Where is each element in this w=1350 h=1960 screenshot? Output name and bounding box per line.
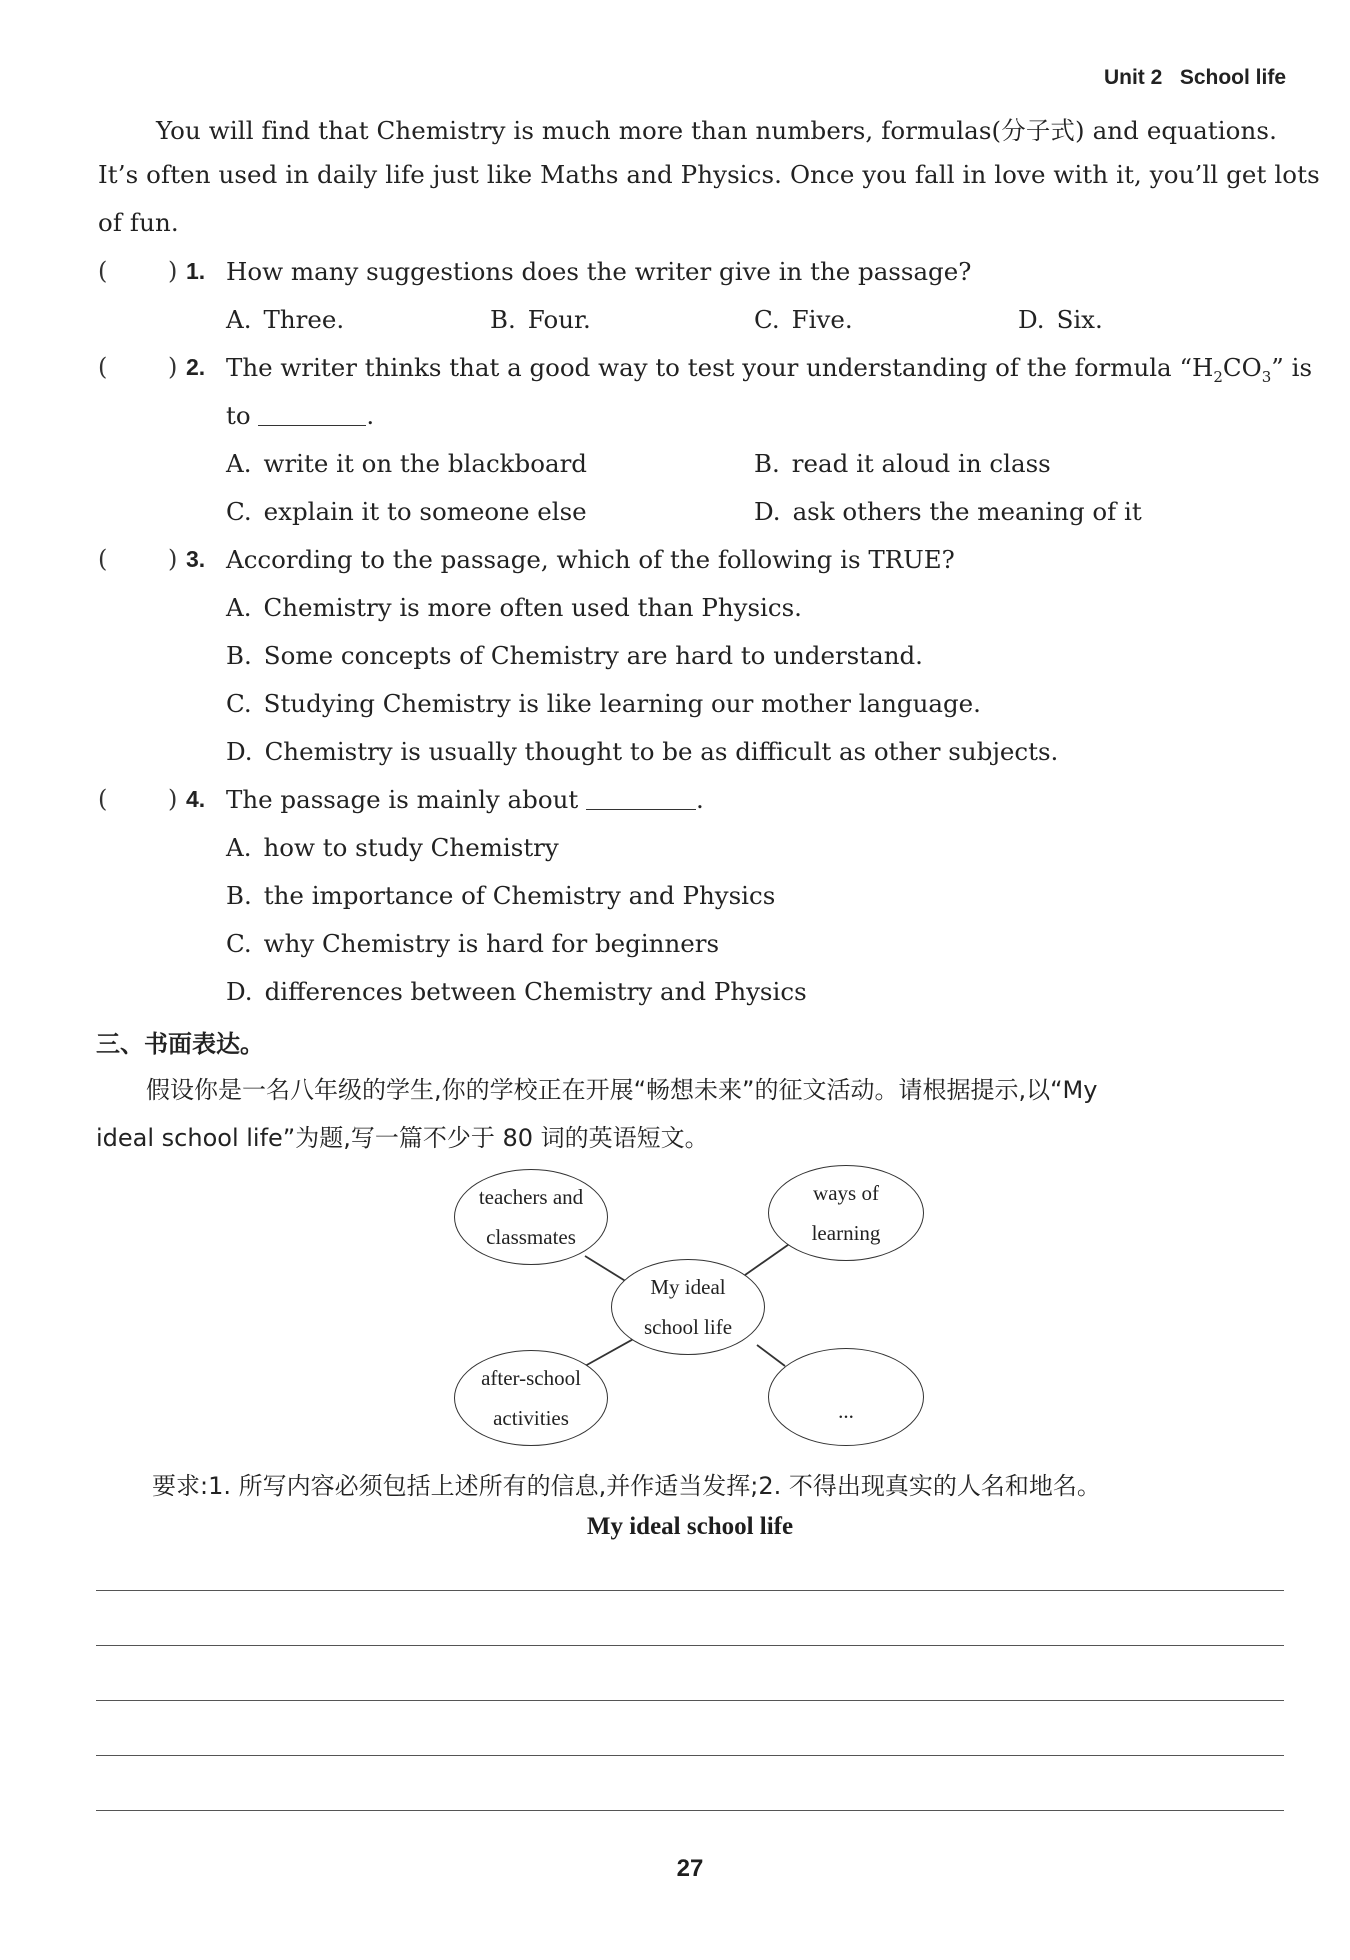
option-b: B. the importance of Chemistry and Physics	[226, 881, 776, 910]
answer-paren-close: )	[168, 353, 178, 381]
answer-paren-open: (	[98, 545, 108, 573]
question-number: 2.	[186, 354, 206, 380]
option-a: A. how to study Chemistry	[226, 833, 559, 862]
option-b: B. Some concepts of Chemistry are hard to understand.	[226, 641, 923, 670]
option-a: A. Three.	[226, 305, 345, 334]
question-number: 3.	[186, 546, 206, 572]
option-d: D. ask others the meaning of it	[754, 497, 1142, 526]
connector-bottom-left	[585, 1337, 637, 1366]
answer-paren-close: )	[168, 257, 178, 285]
header-title: School life	[1179, 66, 1286, 89]
option-c: C. why Chemistry is hard for beginners	[226, 929, 720, 958]
option-c: C. explain it to someone else	[226, 497, 587, 526]
essay-title: My ideal school life	[586, 1513, 794, 1540]
question-text: The writer thinks that a good way to test your understanding of the formula “$H_2CO_3$” is	[226, 353, 1313, 386]
page-number: 27	[676, 1855, 704, 1882]
answer-paren-open: (	[98, 353, 108, 381]
mindmap-center-node: My ideal school life	[611, 1259, 765, 1355]
writing-requirements: 要求:1. 所写内容必须包括上述所有的信息,并作适当发挥;2. 不得出现真实的人名和地名。	[152, 1472, 1101, 1500]
question-number: 1.	[186, 258, 206, 284]
writing-line	[96, 1755, 1284, 1756]
writing-line	[96, 1590, 1284, 1591]
option-b: B. read it aloud in class	[754, 449, 1051, 478]
option-a: A. write it on the blackboard	[226, 449, 587, 478]
mindmap-node-activities: after-school activities	[454, 1350, 608, 1446]
writing-line	[96, 1700, 1284, 1701]
question-number: 4.	[186, 786, 206, 812]
header-unit: Unit 2	[1103, 66, 1163, 89]
mindmap-node-teachers: teachers and classmates	[454, 1169, 608, 1265]
passage-line-3: of fun.	[98, 208, 179, 237]
option-c: C. Five.	[754, 305, 853, 334]
writing-line	[96, 1645, 1284, 1646]
answer-paren-open: (	[98, 257, 108, 285]
writing-prompt-line-1: 假设你是一名八年级的学生,你的学校正在开展“畅想未来”的征文活动。请根据提示,以“My	[146, 1076, 1098, 1104]
option-b: B. Four.	[490, 305, 591, 334]
passage-line-2: It’s often used in daily life just like Maths and Physics. Once you fall in love with it, you’ll get lots	[98, 160, 1320, 189]
option-d: D. Chemistry is usually thought to be as difficult as other subjects.	[226, 737, 1059, 766]
option-a: A. Chemistry is more often used than Physics.	[226, 593, 802, 622]
question-text: According to the passage, which of the following is TRUE?	[226, 545, 955, 574]
mindmap-node-learning: ways of learning	[768, 1165, 924, 1261]
writing-line	[96, 1810, 1284, 1811]
question-text: The passage is mainly about .	[226, 785, 704, 814]
question-text: How many suggestions does the writer give in the passage?	[226, 257, 972, 286]
answer-paren-close: )	[168, 545, 178, 573]
option-c: C. Studying Chemistry is like learning our mother language.	[226, 689, 981, 718]
answer-paren-close: )	[168, 785, 178, 813]
answer-paren-open: (	[98, 785, 108, 813]
mindmap-node-more: ...	[768, 1348, 924, 1446]
writing-prompt-line-2: ideal school life”为题,写一篇不少于 80 词的英语短文。	[96, 1124, 709, 1152]
connector-bottom-right	[757, 1345, 785, 1366]
option-d: D. differences between Chemistry and Physics	[226, 977, 807, 1006]
option-d: D. Six.	[1018, 305, 1103, 334]
section-heading: 三、书面表达。	[96, 1030, 264, 1058]
passage-line-1: You will find that Chemistry is much more than numbers, formulas(分子式) and equations.	[156, 116, 1277, 145]
question-text-continued: to .	[226, 401, 375, 430]
